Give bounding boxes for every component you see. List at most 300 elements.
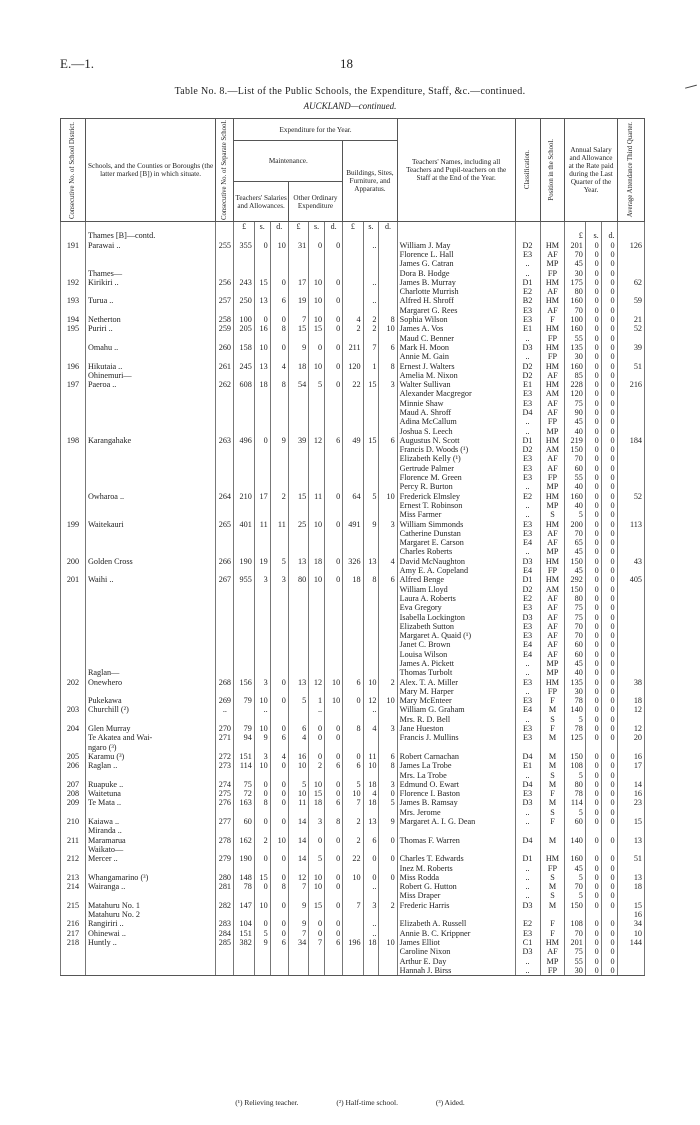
cell-teachers-pounds: 100 — [234, 315, 254, 324]
cell-position: FP — [540, 966, 565, 976]
cell-other-pounds: 15 — [288, 324, 308, 333]
cell-classification: .. — [515, 427, 540, 436]
cell-buildings-shillings — [363, 603, 379, 612]
cell-salary-shillings: 0 — [585, 454, 601, 463]
cell-district-no — [61, 687, 86, 696]
cell-buildings-pence — [379, 334, 397, 343]
cell-salary-shillings: 0 — [585, 278, 601, 287]
cell-teachers-pounds — [234, 640, 254, 649]
cell-salary-pence: 0 — [601, 966, 617, 976]
cell-salary-pence: 0 — [601, 864, 617, 873]
cell-teacher-name — [397, 845, 515, 854]
cell-teachers-shillings — [254, 864, 270, 873]
cell-teachers-shillings — [254, 417, 270, 426]
cell-buildings-pence — [379, 613, 397, 622]
cell-teachers-shillings: 0 — [254, 241, 270, 250]
cell-buildings-shillings: 18 — [363, 798, 379, 807]
cell-school-name — [85, 640, 215, 649]
cell-buildings-pence — [379, 566, 397, 575]
cell-other-shillings: 0 — [309, 343, 325, 352]
cell-attendance — [617, 352, 644, 361]
cell-teachers-pounds: 382 — [234, 938, 254, 947]
cell-salary-pounds: 5 — [565, 715, 585, 724]
cell-district-no — [61, 631, 86, 640]
cell-buildings-pence: 2 — [379, 901, 397, 910]
cell-other-pounds: 14 — [288, 836, 308, 845]
table-row — [61, 929, 645, 938]
footnotes — [0, 1098, 700, 1107]
cell-school-name — [85, 445, 215, 454]
cell-teachers-pence: 0 — [270, 854, 288, 863]
cell-buildings-shillings: 4 — [363, 724, 379, 733]
cell-buildings-shillings — [363, 454, 379, 463]
cell-teachers-pounds: 955 — [234, 575, 254, 584]
cell-salary-pence: 0 — [601, 761, 617, 770]
cell-teachers-pounds — [234, 473, 254, 482]
cell-teachers-shillings — [254, 650, 270, 659]
cell-salary-pence: 0 — [601, 752, 617, 761]
cell-teachers-shillings — [254, 613, 270, 622]
table-row — [61, 966, 645, 976]
cell-salary-pence: 0 — [601, 696, 617, 705]
cell-position: MP — [540, 482, 565, 491]
cell-salary-pence: d. — [601, 231, 617, 240]
cell-classification: .. — [515, 873, 540, 882]
cell-teachers-pounds — [234, 845, 254, 854]
cell-other-pence: 0 — [325, 854, 343, 863]
cell-buildings-pounds: 5 — [343, 780, 363, 789]
cell-salary-pounds: 219 — [565, 436, 585, 445]
cell-buildings-pounds: 22 — [343, 854, 363, 863]
cell-position: M — [540, 761, 565, 770]
cell-buildings-pounds — [343, 538, 363, 547]
cell-position: FP — [540, 864, 565, 873]
cell-salary-pence: 0 — [601, 631, 617, 640]
cell-buildings-pence — [379, 733, 397, 742]
cell-attendance — [617, 585, 644, 594]
table-row — [61, 910, 645, 919]
cell-buildings-pence: 3 — [379, 520, 397, 529]
cell-district-no — [61, 547, 86, 556]
cell-teacher-name: Miss Draper — [397, 891, 515, 900]
cell-position: AF — [540, 454, 565, 463]
cell-teacher-name: Inez M. Roberts — [397, 864, 515, 873]
cell-school-no: 282 — [216, 901, 234, 910]
table-subtitle: AUCKLAND—continued. — [303, 101, 397, 111]
cell-teachers-pounds: 205 — [234, 324, 254, 333]
cell-teachers-pence: 0 — [270, 761, 288, 770]
cell-classification: D4 — [515, 408, 540, 417]
cell-school-no — [216, 771, 234, 780]
cell-teachers-pounds: 163 — [234, 798, 254, 807]
cell-teachers-pounds — [234, 408, 254, 417]
cell-other-pence — [325, 845, 343, 854]
cell-buildings-shillings — [363, 250, 379, 259]
cell-buildings-pence — [379, 882, 397, 891]
cell-teacher-name: Alex. T. A. Miller — [397, 678, 515, 687]
cell-buildings-pence: 6 — [379, 752, 397, 761]
cell-salary-pounds — [565, 845, 585, 854]
cell-teacher-name: David McNaughton — [397, 557, 515, 566]
cell-salary-pence: 0 — [601, 259, 617, 268]
table-row — [61, 315, 645, 324]
cell-other-shillings: 15 — [309, 901, 325, 910]
cell-school-no: 261 — [216, 362, 234, 371]
cell-other-pounds — [288, 417, 308, 426]
cell-teachers-shillings — [254, 947, 270, 956]
cell-teacher-name: Louisa Wilson — [397, 650, 515, 659]
cell-school-name: Raglan .. — [85, 761, 215, 770]
cell-teachers-shillings — [254, 622, 270, 631]
unit-pound: £ — [343, 222, 363, 232]
cell-teachers-shillings: 0 — [254, 882, 270, 891]
cell-salary-pence: 0 — [601, 352, 617, 361]
cell-salary-pounds: 135 — [565, 678, 585, 687]
cell-classification: B2 — [515, 296, 540, 305]
cell-salary-pence: 0 — [601, 919, 617, 928]
cell-other-shillings: 5 — [309, 854, 325, 863]
cell-salary-pence — [601, 845, 617, 854]
cell-buildings-pounds: 2 — [343, 817, 363, 826]
table-row — [61, 482, 645, 491]
cell-buildings-pence — [379, 771, 397, 780]
cell-attendance — [617, 547, 644, 556]
header-salary: Annual Salary and Allowance at the Rate paid during the Last Quarter of the Year. — [565, 119, 617, 222]
cell-teachers-pence: 4 — [270, 362, 288, 371]
cell-salary-pence: 0 — [601, 557, 617, 566]
cell-school-name — [85, 389, 215, 398]
cell-buildings-pounds: 0 — [343, 696, 363, 705]
cell-buildings-shillings: .. — [363, 929, 379, 938]
cell-classification: .. — [515, 771, 540, 780]
cell-position: AF — [540, 399, 565, 408]
table-row — [61, 501, 645, 510]
cell-salary-pounds: 201 — [565, 241, 585, 250]
cell-salary-shillings: 0 — [585, 380, 601, 389]
cell-buildings-pence — [379, 287, 397, 296]
cell-salary-shillings: 0 — [585, 585, 601, 594]
cell-district-no — [61, 640, 86, 649]
cell-school-no — [216, 743, 234, 752]
cell-other-shillings — [309, 603, 325, 612]
cell-other-pounds — [288, 640, 308, 649]
cell-school-no — [216, 464, 234, 473]
cell-buildings-pence — [379, 454, 397, 463]
cell-other-shillings — [309, 427, 325, 436]
cell-school-name: Karamu (³) — [85, 752, 215, 761]
cell-other-shillings — [309, 538, 325, 547]
cell-buildings-shillings: 18 — [363, 938, 379, 947]
cell-salary-shillings: 0 — [585, 631, 601, 640]
cell-attendance: 43 — [617, 557, 644, 566]
cell-district-no — [61, 371, 86, 380]
cell-teachers-shillings — [254, 594, 270, 603]
cell-salary-pence: 0 — [601, 640, 617, 649]
cell-other-pounds: 7 — [288, 315, 308, 324]
table-row — [61, 761, 645, 770]
cell-district-no: 205 — [61, 752, 86, 761]
table-row — [61, 826, 645, 835]
cell-teacher-name: Margaret G. Rees — [397, 306, 515, 315]
cell-school-name: Wairanga .. — [85, 882, 215, 891]
cell-other-shillings: .. — [309, 705, 325, 714]
cell-position: HM — [540, 854, 565, 863]
cell-attendance: 59 — [617, 296, 644, 305]
cell-buildings-pounds — [343, 389, 363, 398]
cell-salary-pounds: 150 — [565, 585, 585, 594]
cell-teachers-pounds — [234, 891, 254, 900]
cell-teacher-name: Alfred Benge — [397, 575, 515, 584]
cell-teacher-name: James B. Ramsay — [397, 798, 515, 807]
cell-other-pounds: 13 — [288, 678, 308, 687]
cell-position: M — [540, 780, 565, 789]
cell-salary-pence: 0 — [601, 343, 617, 352]
cell-salary-pence: 0 — [601, 501, 617, 510]
cell-other-pounds — [288, 454, 308, 463]
cell-salary-pounds: 60 — [565, 817, 585, 826]
cell-position: MP — [540, 427, 565, 436]
cell-teachers-shillings — [254, 966, 270, 976]
cell-salary-pence: 0 — [601, 817, 617, 826]
cell-position: AF — [540, 650, 565, 659]
cell-school-name: Whangamarino (³) — [85, 873, 215, 882]
cell-attendance — [617, 864, 644, 873]
cell-district-no — [61, 464, 86, 473]
cell-teachers-pounds — [234, 603, 254, 612]
cell-school-no: 271 — [216, 733, 234, 742]
cell-school-no: 276 — [216, 798, 234, 807]
cell-school-name — [85, 501, 215, 510]
cell-school-name — [85, 306, 215, 315]
cell-teachers-pence: 10 — [270, 836, 288, 845]
table-row — [61, 510, 645, 519]
cell-district-no: 208 — [61, 789, 86, 798]
cell-school-no — [216, 659, 234, 668]
cell-attendance: 51 — [617, 362, 644, 371]
cell-teachers-pence — [270, 808, 288, 817]
cell-salary-pounds: 160 — [565, 296, 585, 305]
cell-salary-pounds: 228 — [565, 380, 585, 389]
cell-buildings-pence — [379, 910, 397, 919]
cell-salary-pounds: 70 — [565, 529, 585, 538]
cell-classification: E3 — [515, 733, 540, 742]
cell-salary-pounds: 75 — [565, 947, 585, 956]
cell-school-no — [216, 427, 234, 436]
cell-district-no — [61, 566, 86, 575]
cell-buildings-shillings — [363, 445, 379, 454]
cell-teacher-name: Robert G. Hutton — [397, 882, 515, 891]
cell-school-no — [216, 622, 234, 631]
cell-buildings-shillings — [363, 910, 379, 919]
cell-buildings-shillings: 12 — [363, 696, 379, 705]
cell-attendance: 34 — [617, 919, 644, 928]
cell-position: MP — [540, 668, 565, 677]
cell-teacher-name — [397, 743, 515, 752]
cell-school-name: Golden Cross — [85, 557, 215, 566]
cell-school-no: 283 — [216, 919, 234, 928]
cell-classification: .. — [515, 269, 540, 278]
cell-teachers-pounds — [234, 464, 254, 473]
cell-district-no — [61, 408, 86, 417]
cell-buildings-pence: 10 — [379, 492, 397, 501]
cell-salary-pounds: 160 — [565, 854, 585, 863]
cell-attendance: 52 — [617, 324, 644, 333]
cell-school-no — [216, 957, 234, 966]
table-row — [61, 436, 645, 445]
cell-buildings-pounds — [343, 482, 363, 491]
cell-teachers-shillings — [254, 445, 270, 454]
cell-buildings-pence — [379, 538, 397, 547]
cell-buildings-pence — [379, 947, 397, 956]
cell-salary-pence: 0 — [601, 278, 617, 287]
cell-buildings-pence — [379, 808, 397, 817]
cell-other-shillings — [309, 269, 325, 278]
cell-other-pence — [325, 826, 343, 835]
cell-teacher-name: Annie M. Gain — [397, 352, 515, 361]
cell-other-shillings: 12 — [309, 436, 325, 445]
cell-other-shillings — [309, 250, 325, 259]
cell-teachers-pounds — [234, 613, 254, 622]
cell-other-pence: 0 — [325, 315, 343, 324]
cell-salary-pounds: 70 — [565, 882, 585, 891]
cell-teachers-shillings — [254, 352, 270, 361]
cell-teacher-name: Maud C. Benner — [397, 334, 515, 343]
cell-teachers-pence — [270, 966, 288, 976]
cell-teachers-shillings — [254, 659, 270, 668]
cell-salary-shillings — [585, 743, 601, 752]
cell-other-pence — [325, 891, 343, 900]
cell-teachers-pounds: 72 — [234, 789, 254, 798]
cell-district-no — [61, 287, 86, 296]
cell-attendance — [617, 464, 644, 473]
cell-other-shillings: 1 — [309, 696, 325, 705]
cell-position: M — [540, 752, 565, 761]
cell-other-pence — [325, 687, 343, 696]
cell-attendance: 38 — [617, 678, 644, 687]
cell-salary-shillings: 0 — [585, 659, 601, 668]
cell-buildings-shillings: 1 — [363, 362, 379, 371]
cell-teacher-name: William Simmonds — [397, 520, 515, 529]
cell-other-shillings — [309, 547, 325, 556]
cell-salary-pounds: 108 — [565, 919, 585, 928]
cell-teachers-pence — [270, 668, 288, 677]
cell-salary-pounds: 114 — [565, 798, 585, 807]
cell-attendance — [617, 826, 644, 835]
cell-attendance: 16 — [617, 910, 644, 919]
header-district-no: Consecutive No. of School District. — [68, 121, 76, 219]
cell-buildings-pence — [379, 269, 397, 278]
cell-other-pence: 0 — [325, 836, 343, 845]
cell-buildings-shillings — [363, 640, 379, 649]
cell-teachers-pounds: 148 — [234, 873, 254, 882]
cell-buildings-pence: 2 — [379, 678, 397, 687]
cell-position: FP — [540, 417, 565, 426]
cell-teachers-shillings — [254, 306, 270, 315]
cell-position: M — [540, 798, 565, 807]
cell-other-pounds — [288, 845, 308, 854]
table-row — [61, 752, 645, 761]
cell-salary-shillings: 0 — [585, 864, 601, 873]
cell-position — [540, 845, 565, 854]
cell-salary-pence: 0 — [601, 566, 617, 575]
cell-attendance: 20 — [617, 733, 644, 742]
cell-classification: .. — [515, 510, 540, 519]
cell-other-pence — [325, 287, 343, 296]
cell-buildings-pounds — [343, 454, 363, 463]
cell-buildings-shillings — [363, 547, 379, 556]
cell-teachers-shillings — [254, 585, 270, 594]
cell-attendance — [617, 808, 644, 817]
cell-other-pence: 0 — [325, 901, 343, 910]
cell-position — [540, 743, 565, 752]
cell-teacher-name — [397, 231, 515, 240]
cell-other-shillings — [309, 668, 325, 677]
cell-position: FP — [540, 566, 565, 575]
cell-salary-pounds: 60 — [565, 464, 585, 473]
cell-buildings-pounds — [343, 408, 363, 417]
cell-teacher-name: Mrs. La Trobe — [397, 771, 515, 780]
cell-teachers-pence: 6 — [270, 733, 288, 742]
cell-buildings-pounds: 64 — [343, 492, 363, 501]
cell-other-shillings — [309, 957, 325, 966]
cell-salary-shillings: 0 — [585, 696, 601, 705]
cell-other-pounds — [288, 947, 308, 956]
cell-teachers-pounds — [234, 547, 254, 556]
table-row — [61, 417, 645, 426]
unit-pence: d. — [379, 222, 397, 232]
cell-other-pounds — [288, 715, 308, 724]
cell-buildings-shillings: .. — [363, 241, 379, 250]
cell-salary-shillings: 0 — [585, 259, 601, 268]
cell-classification: E3 — [515, 389, 540, 398]
cell-classification: .. — [515, 687, 540, 696]
cell-teachers-shillings: 11 — [254, 520, 270, 529]
cell-attendance — [617, 603, 644, 612]
cell-school-no: 268 — [216, 678, 234, 687]
cell-other-shillings: 10 — [309, 873, 325, 882]
cell-other-shillings — [309, 352, 325, 361]
cell-salary-pence: 0 — [601, 705, 617, 714]
cell-other-pence — [325, 352, 343, 361]
cell-classification: E4 — [515, 650, 540, 659]
cell-position: S — [540, 891, 565, 900]
cell-buildings-pounds — [343, 603, 363, 612]
cell-other-pence — [325, 399, 343, 408]
cell-other-pence — [325, 957, 343, 966]
cell-buildings-pence — [379, 250, 397, 259]
cell-buildings-pounds — [343, 705, 363, 714]
cell-district-no: 209 — [61, 798, 86, 807]
cell-buildings-pence — [379, 585, 397, 594]
cell-teachers-pounds — [234, 389, 254, 398]
cell-salary-shillings: 0 — [585, 492, 601, 501]
cell-school-no — [216, 250, 234, 259]
cell-salary-shillings: 0 — [585, 622, 601, 631]
cell-school-name — [85, 454, 215, 463]
cell-teachers-shillings — [254, 510, 270, 519]
cell-attendance: 52 — [617, 492, 644, 501]
cell-teachers-shillings: 0 — [254, 854, 270, 863]
cell-other-pounds: 11 — [288, 798, 308, 807]
cell-salary-pounds: 70 — [565, 929, 585, 938]
cell-other-pounds: 10 — [288, 789, 308, 798]
cell-position: F — [540, 919, 565, 928]
cell-other-shillings — [309, 231, 325, 240]
cell-salary-shillings: 0 — [585, 947, 601, 956]
cell-district-no — [61, 473, 86, 482]
cell-salary-pence: 0 — [601, 622, 617, 631]
cell-buildings-pounds: 2 — [343, 836, 363, 845]
